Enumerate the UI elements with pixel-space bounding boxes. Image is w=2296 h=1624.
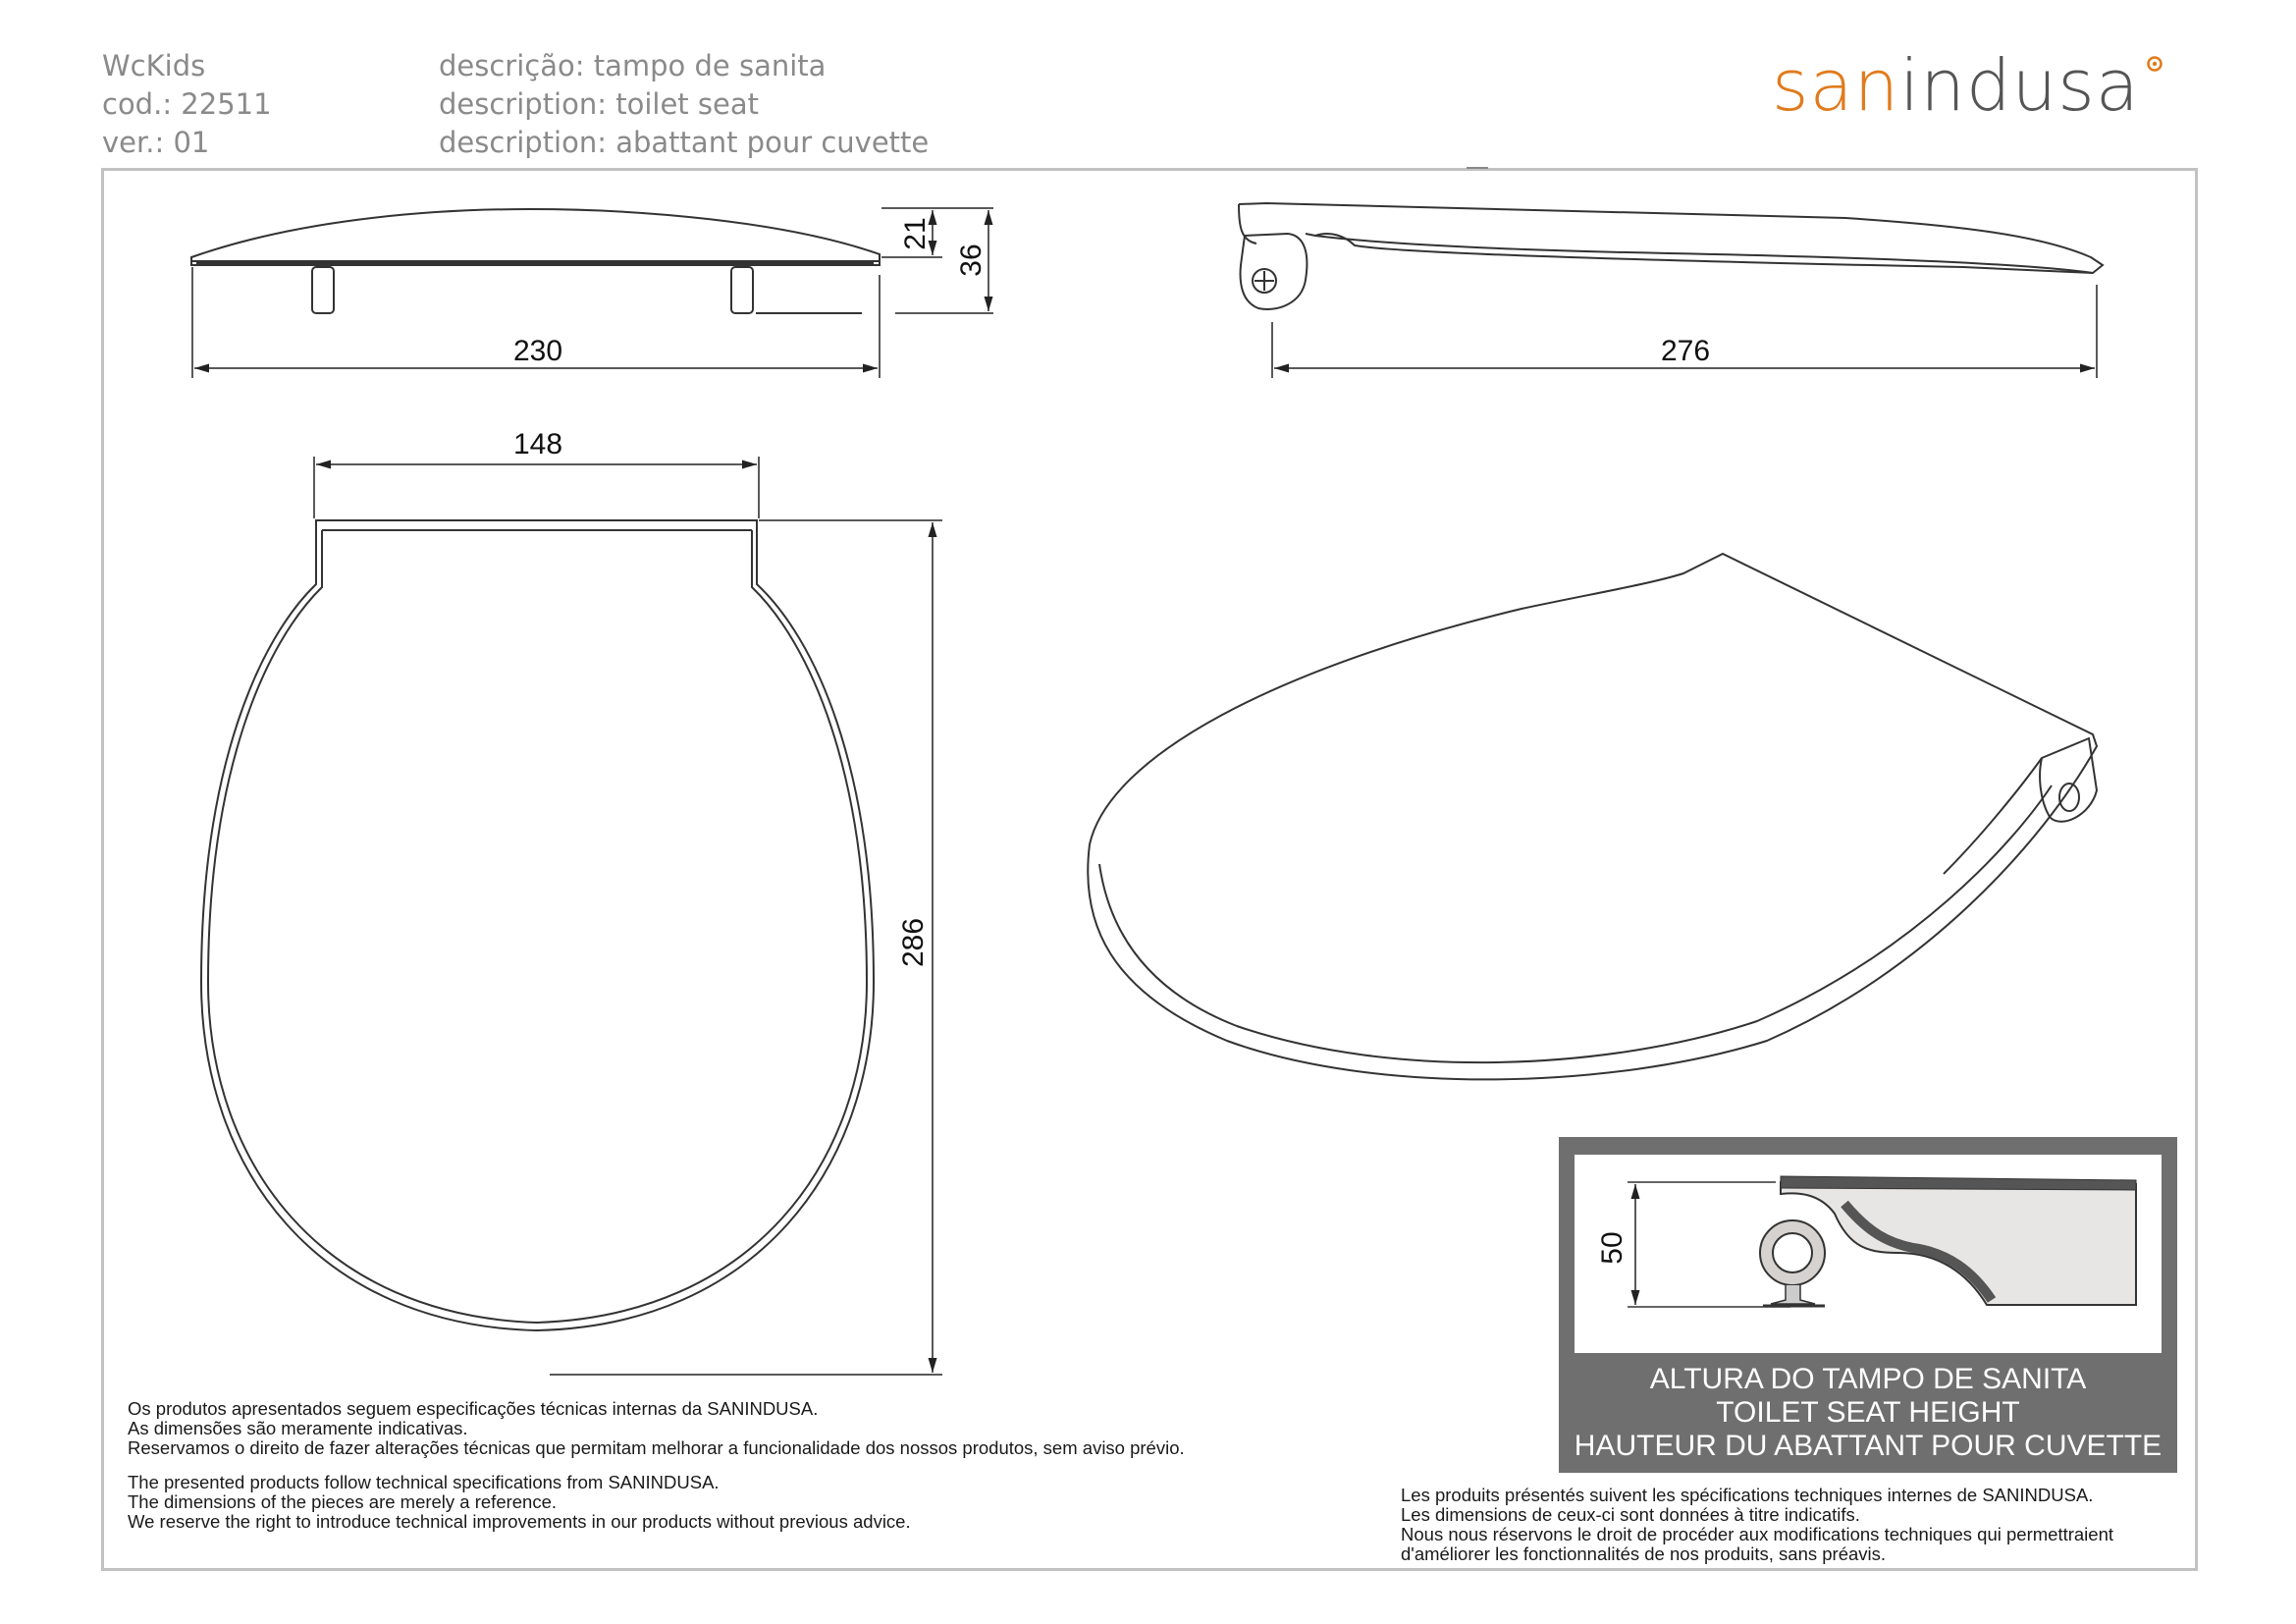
description-pt: descrição: tampo de sanita — [439, 49, 827, 82]
disclaimer-en-line: We reserve the right to introduce technical improvements in our products without previous advice. — [128, 1511, 911, 1532]
disclaimer-pt-line: As dimensões são meramente indicativas. — [128, 1418, 468, 1438]
product-code: cod.: 22511 — [102, 87, 272, 121]
seat-height-illustration — [1575, 1155, 2162, 1353]
dim-side-thickness: 21 — [899, 217, 932, 250]
badge-caption-pt: ALTURA DO TAMPO DE SANITA — [1649, 1363, 2087, 1395]
badge-caption-fr: HAUTEUR DU ABATTANT POUR CUVETTE — [1574, 1430, 2163, 1462]
dim-seat-height: 50 — [1596, 1231, 1629, 1265]
disclaimer-fr-line: Les dimensions de ceux-ci sont données à titre indicatifs. — [1401, 1504, 1860, 1525]
disclaimer-pt — [128, 1399, 1185, 1458]
logo-part-san: san — [1772, 44, 1900, 127]
disclaimer-en-line: The dimensions of the pieces are merely a reference. — [128, 1491, 558, 1512]
description-fr: description: abattant pour cuvette — [439, 126, 930, 159]
badge-caption-en: TOILET SEAT HEIGHT — [1716, 1396, 2020, 1429]
logo-part-indusa: indusa — [1899, 44, 2140, 127]
disclaimer-fr-line: d'améliorer les fonctionnalités de nos produits, sans préavis. — [1401, 1543, 1887, 1564]
hinge-section-drawing — [1575, 1155, 2162, 1353]
description-en: description: toilet seat — [439, 87, 759, 121]
disclaimer-pt-line: Os produtos apresentados seguem especificações técnicas internas da SANINDUSA. — [128, 1398, 819, 1419]
disclaimer-fr-line: Les produits présentés suivent les spécifications techniques internes de SANINDUSA. — [1401, 1485, 2094, 1505]
perspective-view — [1088, 554, 2097, 1079]
top-view — [201, 520, 874, 1330]
side-view — [191, 209, 880, 313]
disclaimer-fr-line: Nous nous réservons le droit de procéder aux modifications techniques qui permettraient — [1401, 1524, 2114, 1544]
product-name: WcKids — [102, 49, 206, 82]
dim-side-width: 230 — [512, 335, 563, 367]
product-version: ver.: 01 — [102, 126, 210, 159]
disclaimer-pt-line: Reservamos o direito de fazer alterações técnicas que permitam melhorar a funcionalidade dos nossos produtos, sem aviso prévio. — [128, 1437, 1185, 1458]
disclaimer-fr — [1401, 1486, 2113, 1564]
dim-side-height: 36 — [955, 244, 988, 277]
top-view-dimensions — [314, 457, 942, 1375]
seat-height-badge — [1559, 1137, 2177, 1473]
dim-top-length: 286 — [897, 917, 930, 968]
dim-top-width: 148 — [512, 428, 563, 460]
dim-profile-length: 276 — [1660, 335, 1711, 367]
disclaimer-en-line: The presented products follow technical specifications from SANINDUSA. — [128, 1472, 720, 1492]
badge-caption — [1559, 1363, 2177, 1463]
profile-view — [1239, 203, 2103, 309]
disclaimer-en — [128, 1473, 911, 1532]
